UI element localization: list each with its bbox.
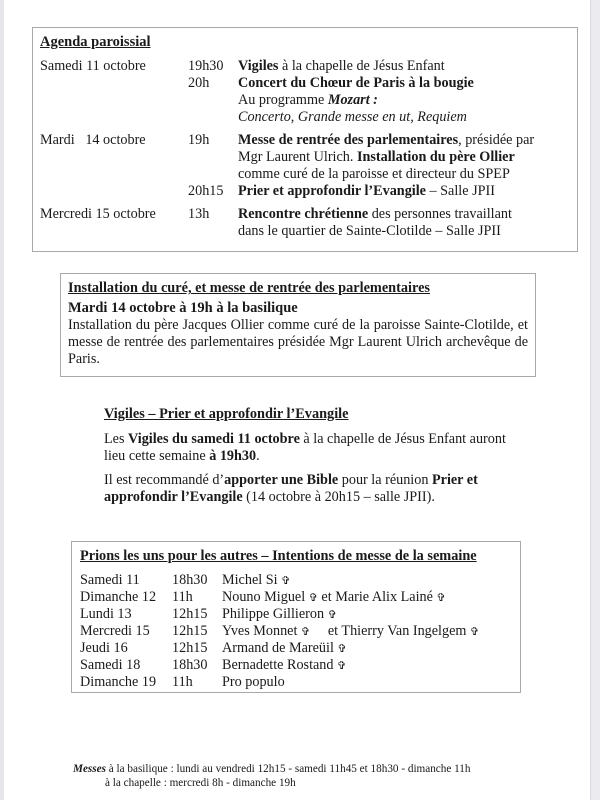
intentions-box xyxy=(71,541,521,693)
vigiles-section xyxy=(104,406,524,513)
agenda-text: à la chapelle de Jésus Enfant xyxy=(278,58,445,74)
agenda-box xyxy=(32,27,578,252)
intention-person: Bernadette Rostand xyxy=(222,657,334,673)
agenda-text: Au programme xyxy=(238,92,328,108)
intention-person: Nouno Miguel xyxy=(222,589,306,605)
intention-name xyxy=(222,640,347,657)
intention-name xyxy=(222,572,290,589)
agenda-event-name: Installation du père Ollier xyxy=(356,149,515,165)
cross-icon: ✞ xyxy=(277,574,291,587)
vigiles-paragraph-1: Les Vigiles du samedi 11 octobre à la chapelle de Jésus Enfant auront lieu cette semaine à 19h30. xyxy=(104,431,506,464)
installation-title: Installation du curé, et messe de rentrée des parlementaires xyxy=(68,280,430,296)
intention-day: Samedi 11 xyxy=(80,572,140,588)
intention-person: Michel Si xyxy=(222,572,278,588)
agenda-description xyxy=(238,109,467,126)
intention-time: 18h30 xyxy=(172,657,208,673)
vigiles-title: Vigiles – Prier et approfondir l’Evangile xyxy=(104,406,349,422)
intention-day: Samedi 18 xyxy=(80,657,141,673)
intention-name xyxy=(222,623,479,640)
intention-person: Philippe Gillieron xyxy=(222,606,325,622)
cross-icon: ✞ xyxy=(333,659,347,672)
agenda-day: Mercredi 15 octobre xyxy=(40,206,156,222)
footer-line-1: Messes à la basilique : lundi au vendredi 12h15 - samedi 11h45 et 18h30 - dimanche 11h xyxy=(73,763,471,775)
agenda-description xyxy=(238,75,474,92)
intention-time: 11h xyxy=(172,674,193,690)
intention-time: 12h15 xyxy=(172,606,208,622)
agenda-event-name: Vigiles xyxy=(238,58,279,74)
cross-icon: ✞ xyxy=(305,591,318,604)
cross-icon: ✞ xyxy=(324,608,337,621)
intentions-title: Prions les uns pour les autres – Intentions de messe de la semaine xyxy=(80,548,477,564)
agenda-program: Concerto, Grande messe en ut, Requiem xyxy=(238,109,467,125)
intention-day: Dimanche 12 xyxy=(80,589,157,605)
agenda-text: Mgr Laurent Ulrich. xyxy=(238,149,357,165)
intention-name xyxy=(222,657,346,674)
agenda-description xyxy=(238,58,445,75)
agenda-description xyxy=(238,132,534,149)
intention-person: Armand de Mareüil xyxy=(222,640,334,656)
vigiles-paragraph-2: Il est recommandé d’apporter une Bible pour la réunion Prier et approfondir l’Evangile (14 octobre à 20h15 – salle JPII). xyxy=(104,472,478,505)
footer-line-2: à la chapelle : mercredi 8h - dimanche 19h xyxy=(105,777,296,789)
intention-day: Lundi 13 xyxy=(80,606,132,622)
agenda-highlight: Mozart : xyxy=(327,92,378,108)
agenda-event-name: Prier et approfondir l’Evangile xyxy=(238,183,426,199)
intention-day: Jeudi 16 xyxy=(80,640,128,656)
cross-icon: ✞ xyxy=(333,642,347,655)
intention-person: Yves Monnet xyxy=(222,623,298,639)
intention-person: Pro populo xyxy=(222,674,285,690)
cross-icon: ✞ xyxy=(297,625,311,638)
page-edge-left xyxy=(0,0,4,800)
agenda-time: 20h xyxy=(188,75,210,91)
agenda-description xyxy=(238,223,501,240)
agenda-description xyxy=(238,183,495,200)
agenda-time: 13h xyxy=(188,206,210,222)
intention-name xyxy=(222,606,337,623)
intention-name xyxy=(222,674,285,691)
cross-icon: ✞ xyxy=(432,591,446,604)
agenda-time: 20h15 xyxy=(188,183,224,199)
intention-day: Mercredi 15 xyxy=(80,623,150,639)
agenda-description xyxy=(238,206,512,223)
agenda-description xyxy=(238,149,515,166)
agenda-event-name: Concert du Chœur de Paris à la bougie xyxy=(238,75,474,91)
agenda-text: dans le quartier de Sainte-Clotilde – Salle JPII xyxy=(238,223,501,239)
agenda-description xyxy=(238,166,510,183)
agenda-time: 19h30 xyxy=(188,58,224,74)
agenda-text: , présidée par xyxy=(458,132,535,148)
agenda-time: 19h xyxy=(188,132,210,148)
intention-person: et Marie Alix Lainé xyxy=(317,589,433,605)
mass-times-footer xyxy=(73,762,471,790)
agenda-event-name: Messe de rentrée des parlementaires xyxy=(238,132,459,148)
intention-day: Dimanche 19 xyxy=(80,674,157,690)
agenda-text: – Salle JPII xyxy=(425,183,495,199)
intention-name xyxy=(222,589,446,606)
intention-person: et Thierry Van Ingelgem xyxy=(310,623,467,639)
intention-time: 18h30 xyxy=(172,572,208,588)
installation-subtitle: Mardi 14 octobre à 19h à la basilique xyxy=(68,300,298,316)
intention-time: 12h15 xyxy=(172,640,208,656)
agenda-event-name: Rencontre chrétienne xyxy=(238,206,369,222)
agenda-title: Agenda paroissial xyxy=(40,34,151,50)
installation-body: Installation du père Jacques Ollier comme curé de la paroisse Sainte-Clotilde, et messe de rentrée des parlementaires présidée Mgr Laurent Ulrich archevêque de Paris. xyxy=(68,317,528,367)
installation-box xyxy=(60,273,536,377)
intention-time: 11h xyxy=(172,589,193,605)
intention-time: 12h15 xyxy=(172,623,208,639)
agenda-text: comme curé de la paroisse et directeur du SPEP xyxy=(238,166,510,182)
cross-icon: ✞ xyxy=(466,625,480,638)
agenda-day: Mardi 14 octobre xyxy=(40,132,146,148)
scrollbar-track[interactable] xyxy=(590,0,600,800)
agenda-text: des personnes travaillant xyxy=(368,206,512,222)
agenda-day: Samedi 11 octobre xyxy=(40,58,146,74)
agenda-description xyxy=(238,92,378,109)
